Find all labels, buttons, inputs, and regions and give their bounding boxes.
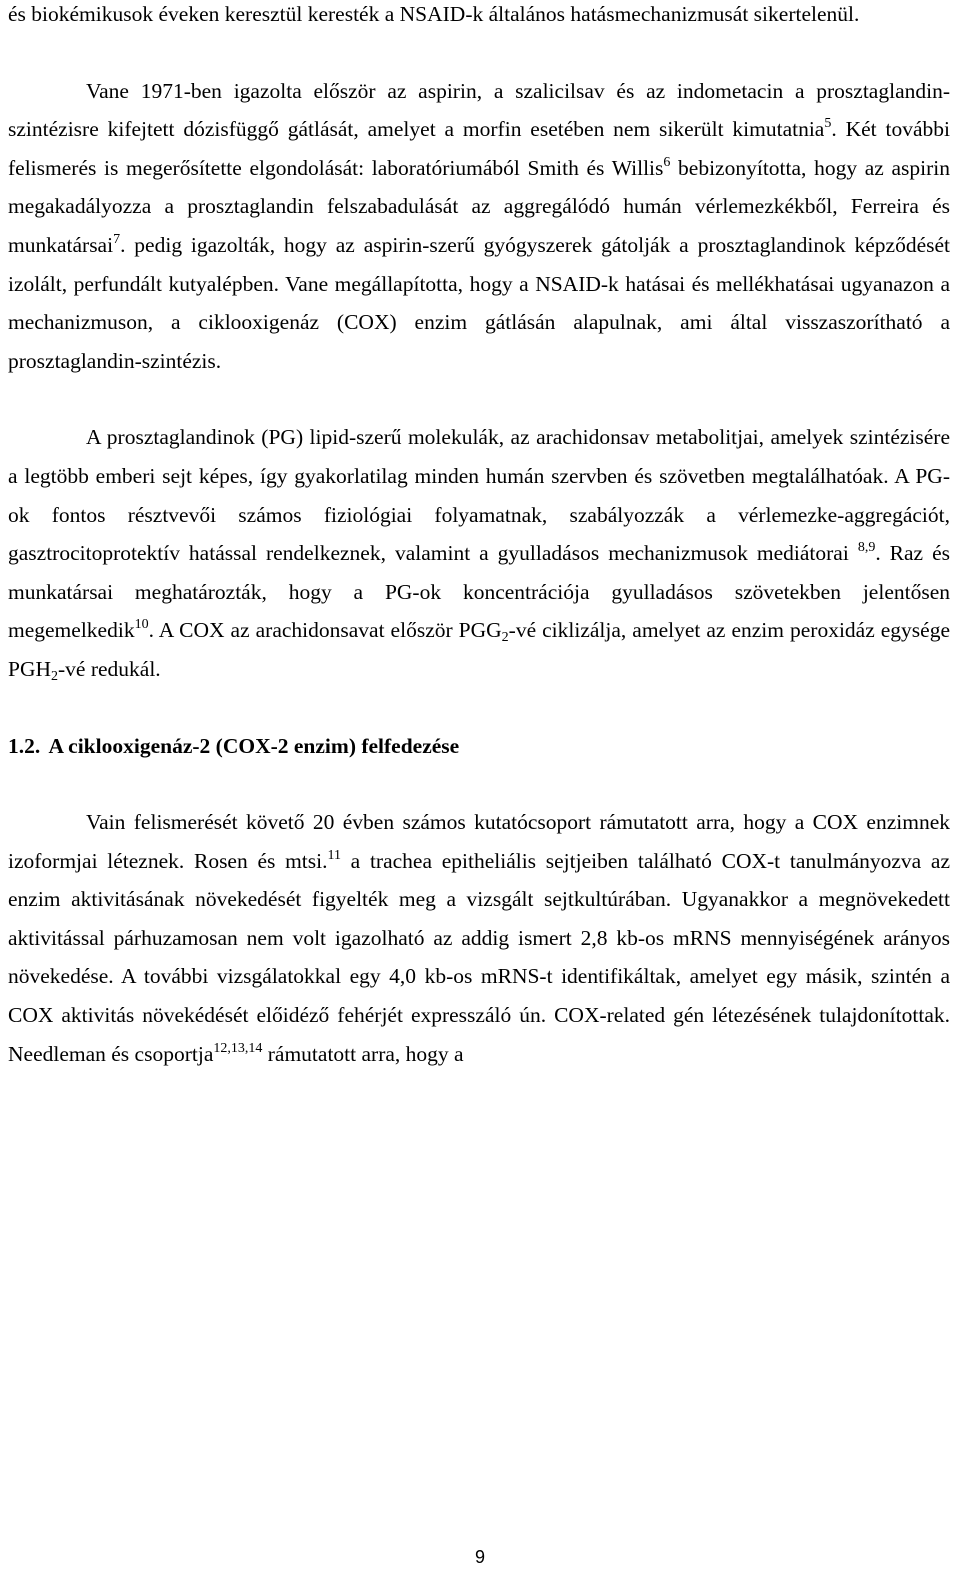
paragraph-gap	[8, 380, 950, 418]
paragraph-gap	[8, 34, 950, 72]
paragraph-text: bebizonyította, hogy az aspirin megakadályozza a prosztaglandin felszabadulását az aggregálódó humán vérlemezkékből, Ferreira és munkatársai	[8, 155, 950, 257]
paragraph-text: . Raz és munkatársai meghatározták, hogy a PG-ok koncentrációja gyulladásos szövetekben jelentősen megemelkedik	[8, 541, 950, 643]
paragraph-gap	[8, 765, 950, 803]
citation-ref: 8,9	[857, 540, 876, 556]
paragraph-gap	[8, 689, 950, 727]
citation-ref: 5	[824, 116, 832, 132]
paragraph-prostaglandins	[8, 418, 950, 688]
citation-ref: 7	[113, 231, 121, 247]
paragraph-text: rámutatott arra, hogy a	[262, 1041, 464, 1066]
subscript: 2	[51, 668, 59, 684]
paragraph-text: A prosztaglandinok (PG) lipid-szerű molekulák, az arachidonsav metabolitjai, amelyek szintézisére a legtöbb emberi sejt képes, így gyakorlatilag minden humán szervben és szövetben megtalálhatóak. A PG-ok fontos résztvevői számos fiziológiai folyamatnak, szabályozzák a vérlemezke-aggregációt, gasztrocitoprotektív hatással rendelkeznek, valamint a gyulladásos mechanizmusok mediátorai	[8, 425, 950, 566]
subscript: 2	[501, 630, 509, 646]
paragraph-text: . A COX az arachidonsavat először PGG	[148, 618, 502, 643]
citation-ref: 11	[327, 847, 341, 863]
paragraph-vane	[8, 72, 950, 381]
paragraph-text: és biokémikusok éveken keresztül keresték a NSAID-k általános hatásmechanizmusát sikertelenül.	[8, 2, 860, 26]
paragraph-text: Vane 1971-ben igazolta először az aspirin, a szalicilsav és az indometacin a prosztaglandin-szintézisre kifejtett dózisfüggő gátlását, amelyet a morfin esetében nem sikerült kimutatnia	[8, 78, 950, 142]
paragraph-intro-continued	[8, 0, 950, 34]
page-number: 9	[474, 1547, 485, 1567]
citation-ref: 10	[134, 617, 149, 633]
section-number: 1.2.	[8, 733, 41, 758]
paragraph-text: -vé redukál.	[58, 656, 161, 681]
paragraph-text: . Két további felismerés is megerősítette elgondolását: laboratóriumából Smith és Willis	[8, 117, 950, 180]
paragraph-text: -vé ciklizálja, amelyet az enzim peroxidáz egysége PGH	[8, 618, 950, 681]
paragraph-cox-isoforms	[8, 803, 950, 1073]
document-page	[8, 0, 950, 1073]
citation-ref: 6	[663, 154, 671, 170]
section-title: A ciklooxigenáz-2 (COX-2 enzim) felfedezése	[48, 733, 460, 758]
section-heading	[8, 727, 950, 766]
paragraph-text: a trachea epitheliális sejtjeiben található COX-t tanulmányozva az enzim aktivitásának növekedését figyelték meg a vizsgált sejtkultúrában. Ugyanakkor a megnövekedett aktivitással párhuzamosan nem volt igazolható az addig ismert 2,8 kb-os mRNS mennyiségének arányos növekedése. A további vizsgálatokkal egy 4,0 kb-os mRNS-t identifikáltak, amelyet egy másik, szintén a COX aktivitás növekédését előidéző fehérjét expresszáló ún. COX-related gén létezésének tulajdonítottak. Needleman és csoportja	[8, 848, 950, 1066]
paragraph-text: . pedig igazolták, hogy az aspirin-szerű gyógyszerek gátolják a prosztaglandinok képződését izolált, perfundált kutyalépben. Vane megállapította, hogy a NSAID-k hatásai és mellékhatásai ugyanazon a mechanizmuson, a ciklooxigenáz (COX) enzim gátlásán alapulnak, ami által visszaszorítható a prosztaglandin-szintézis.	[8, 232, 950, 373]
paragraph-text: Vain felismerését követő 20 évben számos kutatócsoport rámutatott arra, hogy a COX enzimnek izoformjai léteznek. Rosen és mtsi.	[8, 810, 950, 873]
citation-ref: 12,13,14	[213, 1040, 263, 1056]
